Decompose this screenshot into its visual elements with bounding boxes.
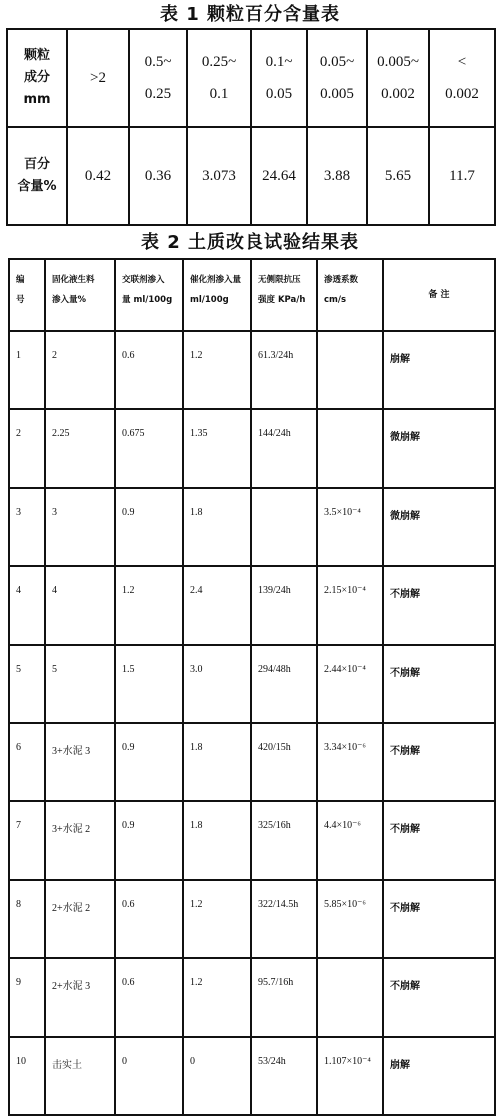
table2-header-row (9, 259, 495, 331)
row-number-cell: 9 (9, 958, 45, 1036)
catalyst-cell: 1.2 (183, 958, 251, 1036)
percent-value-cell: 0.36 (129, 127, 187, 225)
row-number-cell: 6 (9, 723, 45, 801)
table-row (9, 331, 495, 409)
particle-size-header: 颗粒 成分 mm (7, 29, 67, 127)
curing-liquid-cell: 3+水泥 2 (45, 801, 115, 879)
curing-liquid-cell: 4 (45, 566, 115, 644)
catalyst-cell: 1.8 (183, 488, 251, 566)
permeability-cell: 2.44×10⁻⁴ (317, 645, 383, 723)
table-row (9, 958, 495, 1036)
curing-liquid-cell: 2 (45, 331, 115, 409)
percent-content-row (7, 127, 495, 225)
header-remarks: 备 注 (383, 259, 495, 331)
strength-cell: 95.7/16h (251, 958, 317, 1036)
size-range-cell: 0.005~ 0.002 (367, 29, 429, 127)
strength-cell: 144/24h (251, 409, 317, 487)
percent-value-cell: 3.88 (307, 127, 367, 225)
permeability-cell (317, 958, 383, 1036)
size-range-cell: 0.5~ 0.25 (129, 29, 187, 127)
percent-content-header: 百分 含量% (7, 127, 67, 225)
permeability-cell: 3.5×10⁻⁴ (317, 488, 383, 566)
curing-liquid-cell: 击实土 (45, 1037, 115, 1115)
strength-cell: 139/24h (251, 566, 317, 644)
header-curing-liquid: 固化液生料 渗入量% (45, 259, 115, 331)
row-number-cell: 10 (9, 1037, 45, 1115)
table-row (9, 488, 495, 566)
catalyst-cell: 0 (183, 1037, 251, 1115)
crosslinker-cell: 1.2 (115, 566, 183, 644)
strength-cell: 322/14.5h (251, 880, 317, 958)
table-row (9, 880, 495, 958)
remarks-cell: 不崩解 (383, 566, 495, 644)
remarks-cell: 微崩解 (383, 488, 495, 566)
row-number-cell: 5 (9, 645, 45, 723)
remarks-cell: 崩解 (383, 331, 495, 409)
percent-value-cell: 0.42 (67, 127, 129, 225)
strength-cell: 61.3/24h (251, 331, 317, 409)
table2-body (9, 331, 495, 1115)
header-catalyst: 催化剂渗入量 ml/100g (183, 259, 251, 331)
percent-value-cell: 11.7 (429, 127, 495, 225)
permeability-cell (317, 409, 383, 487)
size-range-cell: >2 (67, 29, 129, 127)
catalyst-cell: 1.8 (183, 723, 251, 801)
row-number-cell: 2 (9, 409, 45, 487)
permeability-cell (317, 331, 383, 409)
table1-caption: 表 1 颗粒百分含量表 (159, 4, 341, 25)
remarks-cell: 微崩解 (383, 409, 495, 487)
strength-cell (251, 488, 317, 566)
remarks-cell: 崩解 (383, 1037, 495, 1115)
crosslinker-cell: 0.675 (115, 409, 183, 487)
crosslinker-cell: 1.5 (115, 645, 183, 723)
size-range-cell: < 0.002 (429, 29, 495, 127)
catalyst-cell: 1.2 (183, 331, 251, 409)
size-range-cell: 0.05~ 0.005 (307, 29, 367, 127)
table-row (9, 1037, 495, 1115)
strength-cell: 53/24h (251, 1037, 317, 1115)
header-strength: 无侧限抗压 强度 KPa/h (251, 259, 317, 331)
permeability-cell: 1.107×10⁻⁴ (317, 1037, 383, 1115)
remarks-cell: 不崩解 (383, 880, 495, 958)
percent-value-cell: 24.64 (251, 127, 307, 225)
row-number-cell: 7 (9, 801, 45, 879)
curing-liquid-cell: 3+水泥 3 (45, 723, 115, 801)
row-number-cell: 4 (9, 566, 45, 644)
catalyst-cell: 2.4 (183, 566, 251, 644)
table-row (9, 566, 495, 644)
crosslinker-cell: 0.9 (115, 723, 183, 801)
crosslinker-cell: 0 (115, 1037, 183, 1115)
permeability-cell: 5.85×10⁻⁶ (317, 880, 383, 958)
crosslinker-cell: 0.6 (115, 331, 183, 409)
permeability-cell: 2.15×10⁻⁴ (317, 566, 383, 644)
curing-liquid-cell: 5 (45, 645, 115, 723)
curing-liquid-cell: 2+水泥 3 (45, 958, 115, 1036)
header-permeability: 渗透系数 cm/s (317, 259, 383, 331)
remarks-cell: 不崩解 (383, 958, 495, 1036)
table2-caption: 表 2 土质改良试验结果表 (140, 232, 360, 253)
row-number-cell: 3 (9, 488, 45, 566)
soil-improvement-results-table (8, 258, 496, 1116)
percent-value-cell: 5.65 (367, 127, 429, 225)
strength-cell: 325/16h (251, 801, 317, 879)
particle-size-row (7, 29, 495, 127)
table-row (9, 801, 495, 879)
permeability-cell: 3.34×10⁻⁶ (317, 723, 383, 801)
table-row (9, 645, 495, 723)
remarks-cell: 不崩解 (383, 645, 495, 723)
header-number: 编 号 (9, 259, 45, 331)
size-range-cell: 0.25~ 0.1 (187, 29, 251, 127)
crosslinker-cell: 0.6 (115, 958, 183, 1036)
catalyst-cell: 3.0 (183, 645, 251, 723)
percent-value-cell: 3.073 (187, 127, 251, 225)
row-number-cell: 8 (9, 880, 45, 958)
row-number-cell: 1 (9, 331, 45, 409)
size-range-cell: 0.1~ 0.05 (251, 29, 307, 127)
crosslinker-cell: 0.9 (115, 801, 183, 879)
table-row (9, 723, 495, 801)
strength-cell: 420/15h (251, 723, 317, 801)
remarks-cell: 不崩解 (383, 801, 495, 879)
remarks-cell: 不崩解 (383, 723, 495, 801)
permeability-cell: 4.4×10⁻⁶ (317, 801, 383, 879)
particle-content-table (6, 28, 496, 226)
crosslinker-cell: 0.6 (115, 880, 183, 958)
catalyst-cell: 1.35 (183, 409, 251, 487)
curing-liquid-cell: 2+水泥 2 (45, 880, 115, 958)
curing-liquid-cell: 2.25 (45, 409, 115, 487)
catalyst-cell: 1.8 (183, 801, 251, 879)
strength-cell: 294/48h (251, 645, 317, 723)
table-row (9, 409, 495, 487)
catalyst-cell: 1.2 (183, 880, 251, 958)
header-crosslinker: 交联剂渗入 量 ml/100g (115, 259, 183, 331)
crosslinker-cell: 0.9 (115, 488, 183, 566)
curing-liquid-cell: 3 (45, 488, 115, 566)
